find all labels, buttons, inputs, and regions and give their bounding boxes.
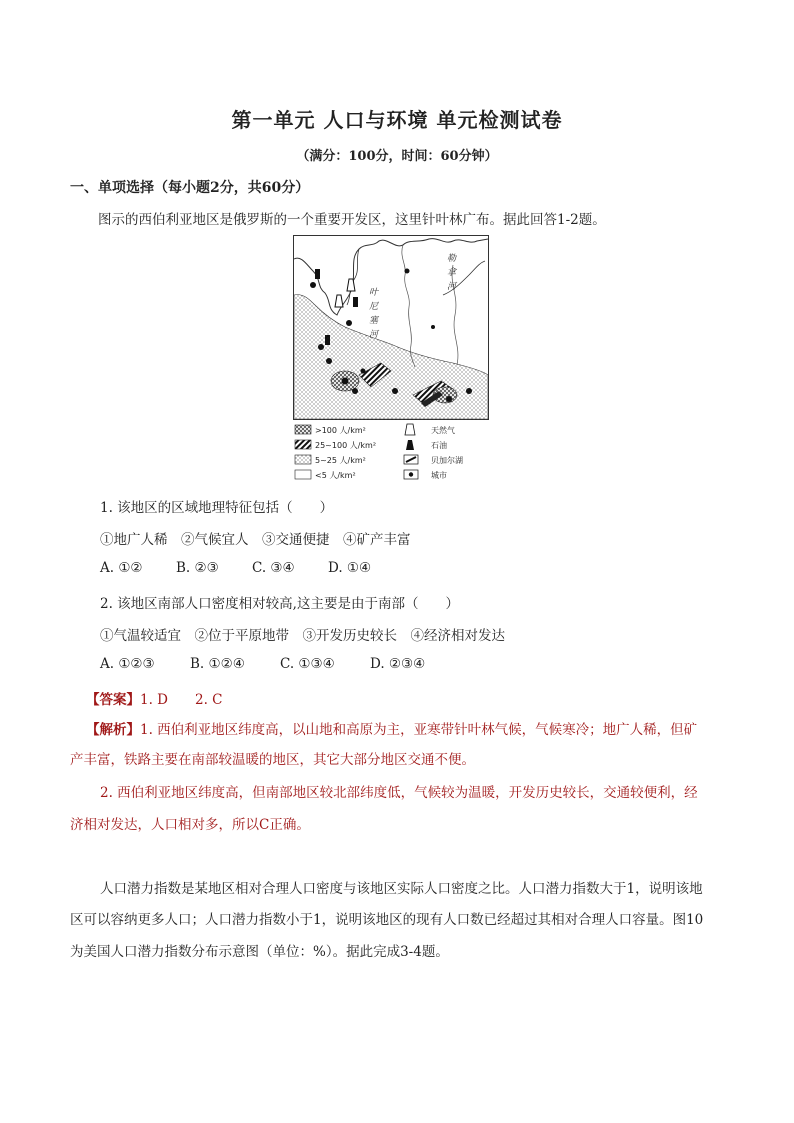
analysis-line-3: 2. 西伯利亚地区纬度高，但南部地区较北部纬度低，气候较为温暖，开发历史较长，交通较便利，经 — [100, 785, 698, 801]
river-label: 塞 — [369, 316, 379, 326]
river-label: 拿 — [447, 268, 457, 278]
legend-label: 城市 — [431, 471, 447, 480]
answer-block — [86, 688, 223, 708]
oil-icon — [406, 440, 414, 450]
legend-label: 25~100 人/km² — [315, 441, 377, 450]
passage-line-2: 区可以容纳更多人口；人口潜力指数小于1，说明该地区的现有人口数已经超过其相对合理人口容量。图10 — [70, 912, 704, 928]
answer-text: 1. D 2. C — [140, 692, 223, 708]
analysis-label: 【解析】 — [86, 722, 140, 738]
river-label: 尼 — [369, 302, 379, 312]
city-icon — [409, 472, 413, 476]
question-2-items: ①气温较适宜 ②位于平原地带 ③开发历史较长 ④经济相对发达 — [100, 628, 505, 644]
legend-label: 贝加尔湖 — [431, 456, 463, 465]
legend-label: <5 人/km² — [315, 471, 356, 480]
question-1-option-d: D. ①④ — [328, 560, 372, 576]
legend-label: 天然气 — [431, 426, 455, 435]
river-label: 河 — [447, 282, 457, 292]
question-1-option-b: B. ②③ — [176, 560, 219, 576]
question-1-stem: 1. 该地区的区域地理特征包括（ ） — [100, 500, 334, 516]
question-1-option-c: C. ③④ — [252, 560, 295, 576]
gas-icon — [405, 424, 415, 435]
question-2-option-b: B. ①②④ — [190, 656, 245, 672]
page-title: 第一单元 人口与环境 单元检测试卷 — [231, 108, 563, 132]
section-heading: 一、单项选择（每小题2分，共60分） — [70, 180, 310, 196]
question-1-items: ①地广人稀 ②气候宜人 ③交通便捷 ④矿产丰富 — [100, 532, 411, 548]
question-2-stem: 2. 该地区南部人口密度相对较高,这主要是由于南部（ ） — [100, 596, 459, 612]
legend-blank-icon — [295, 470, 311, 479]
question-2-option-c: C. ①③④ — [280, 656, 335, 672]
answer-label: 【答案】 — [86, 692, 140, 708]
siberia-map — [293, 235, 489, 487]
page-subtitle: （满分：100分，时间：60分钟） — [296, 149, 498, 164]
analysis-line-1 — [86, 718, 697, 738]
river-label: 河 — [369, 330, 379, 340]
analysis-line-4: 济相对发达，人口相对多，所以C正确。 — [70, 817, 310, 833]
legend-dotted-icon — [295, 455, 311, 464]
legend-label: >100 人/km² — [315, 426, 366, 435]
question-2-option-d: D. ②③④ — [370, 656, 426, 672]
river-label: 叶 — [369, 288, 379, 298]
map-legend — [295, 424, 463, 480]
analysis-text-1: 1. 西伯利亚地区纬度高，以山地和高原为主，亚寒带针叶林气候，气候寒冷；地广人稀，但矿 — [140, 722, 698, 738]
question-1-option-a: A. ①② — [100, 560, 143, 576]
river-label: 勒 — [447, 254, 457, 264]
passage-line-3: 为美国人口潜力指数分布示意图（单位：%）。据此完成3-4题。 — [70, 944, 449, 960]
legend-dense-hatch-icon — [295, 425, 311, 434]
question-intro: 图示的西伯利亚地区是俄罗斯的一个重要开发区，这里针叶林广布。据此回答1-2题。 — [98, 212, 606, 228]
legend-diagonal-hatch-icon — [295, 440, 311, 449]
passage-line-1: 人口潜力指数是某地区相对合理人口密度与该地区实际人口密度之比。人口潜力指数大于1，说明该地 — [100, 881, 703, 897]
analysis-line-2: 产丰富，铁路主要在南部较温暖的地区，其它大部分地区交通不便。 — [70, 752, 475, 768]
legend-label: 5~25 人/km² — [315, 456, 366, 465]
question-2-option-a: A. ①②③ — [100, 656, 155, 672]
legend-label: 石油 — [431, 441, 447, 450]
